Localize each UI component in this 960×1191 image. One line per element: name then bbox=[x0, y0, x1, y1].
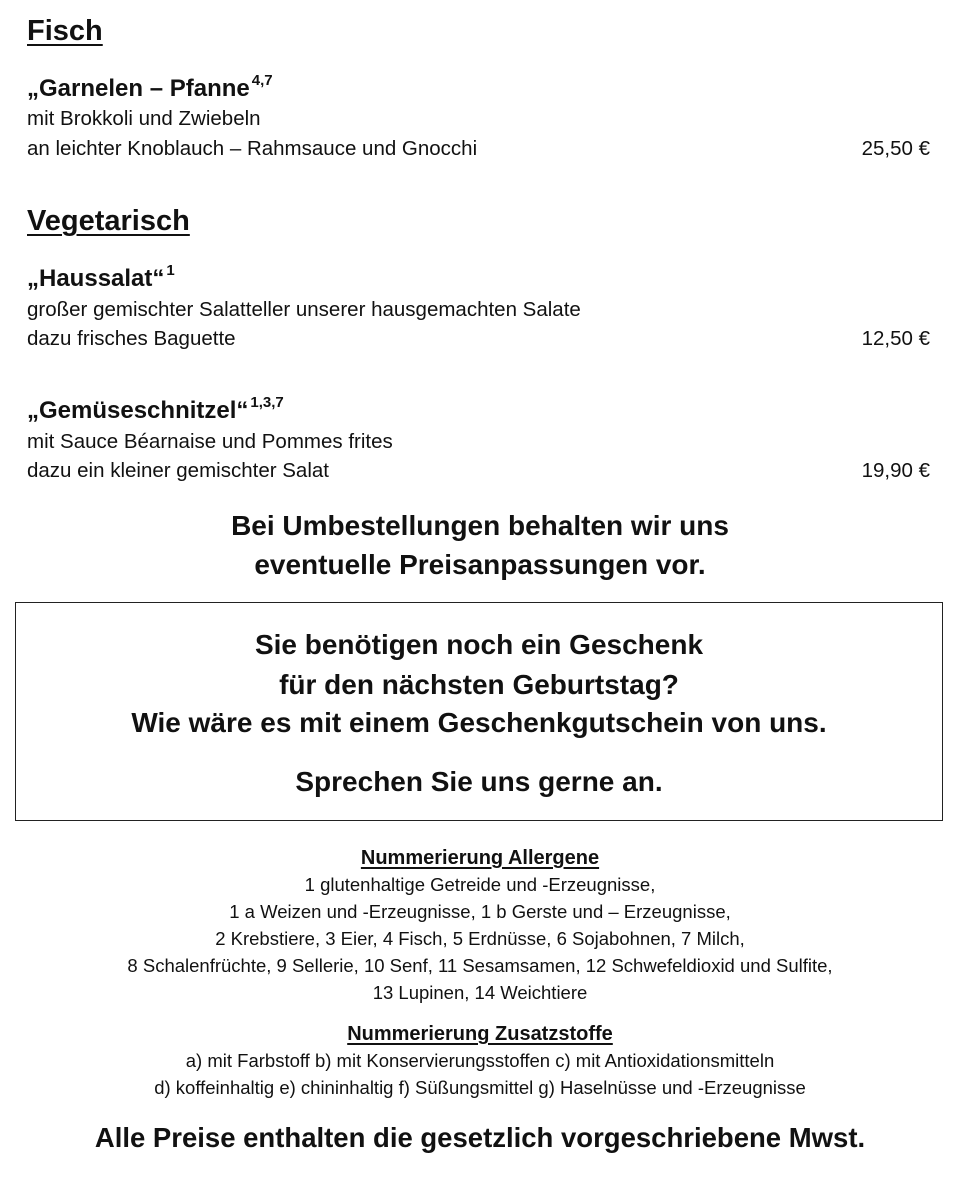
dish-name: „Haussalat“ $^1$ bbox=[27, 262, 175, 292]
dish-description: an leichter Knoblauch – Rahmsauce und Gnocchi bbox=[27, 137, 478, 160]
section-title-fisch: Fisch bbox=[27, 15, 103, 47]
allergens-line: 1 glutenhaltige Getreide und -Erzeugnisse, bbox=[304, 874, 656, 895]
dish-name: „Gemüseschnitzel“ $^{1,3,7}$ bbox=[27, 394, 284, 424]
dish-description: dazu ein kleiner gemischter Salat bbox=[27, 459, 329, 482]
allergens-line: 1 a Weizen und -Erzeugnisse, 1 b Gerste und – Erzeugnisse, bbox=[229, 901, 731, 922]
additives-line: a) mit Farbstoff b) mit Konservierungsstoffen c) mit Antioxidationsmitteln bbox=[185, 1050, 775, 1071]
gift-line: Wie wäre es mit einem Geschenkgutschein von uns. bbox=[131, 707, 827, 738]
allergen-codes: 1 bbox=[166, 262, 175, 279]
gift-line: Sie benötigen noch ein Geschenk bbox=[254, 629, 704, 660]
dish-name: „Garnelen – Pfanne $^{4,7}$ bbox=[27, 72, 273, 102]
dish-price: 19,90 € bbox=[861, 459, 930, 482]
gift-voucher-box bbox=[15, 602, 943, 821]
allergen-codes: 4,7 bbox=[251, 72, 273, 89]
gift-line: Sprechen Sie uns gerne an. bbox=[295, 766, 663, 797]
allergens-title: Nummerierung Allergene bbox=[360, 847, 600, 869]
allergens-line: 2 Krebstiere, 3 Eier, 4 Fisch, 5 Erdnüsse, 6 Sojabohnen, 7 Milch, bbox=[215, 928, 745, 949]
gift-line: für den nächsten Geburtstag? bbox=[279, 669, 679, 700]
price-notice-line: Bei Umbestellungen behalten wir uns bbox=[231, 510, 729, 541]
dish-description: mit Brokkoli und Zwiebeln bbox=[27, 107, 261, 130]
section-title-vegetarisch: Vegetarisch bbox=[27, 205, 190, 237]
allergens-line: 13 Lupinen, 14 Weichtiere bbox=[372, 982, 588, 1003]
additives-title: Nummerierung Zusatzstoffe bbox=[347, 1023, 613, 1045]
dish-description: dazu frisches Baguette bbox=[27, 327, 236, 350]
allergens-line: 8 Schalenfrüchte, 9 Sellerie, 10 Senf, 11 Sesamsamen, 12 Schwefeldioxid und Sulfite, bbox=[127, 955, 833, 976]
additives-line: d) koffeinhaltig e) chininhaltig f) Süßungsmittel g) Haselnüsse und -Erzeugnisse bbox=[154, 1077, 806, 1098]
dish-description: mit Sauce Béarnaise und Pommes frites bbox=[27, 430, 393, 453]
dish-price: 12,50 € bbox=[861, 327, 930, 350]
vat-footer: Alle Preise enthalten die gesetzlich vorgeschriebene Mwst. bbox=[94, 1122, 866, 1153]
price-notice-line: eventuelle Preisanpassungen vor. bbox=[254, 549, 706, 580]
allergen-codes: 1,3,7 bbox=[250, 394, 284, 411]
dish-price: 25,50 € bbox=[861, 137, 930, 160]
dish-description: großer gemischter Salatteller unserer hausgemachten Salate bbox=[27, 298, 581, 321]
